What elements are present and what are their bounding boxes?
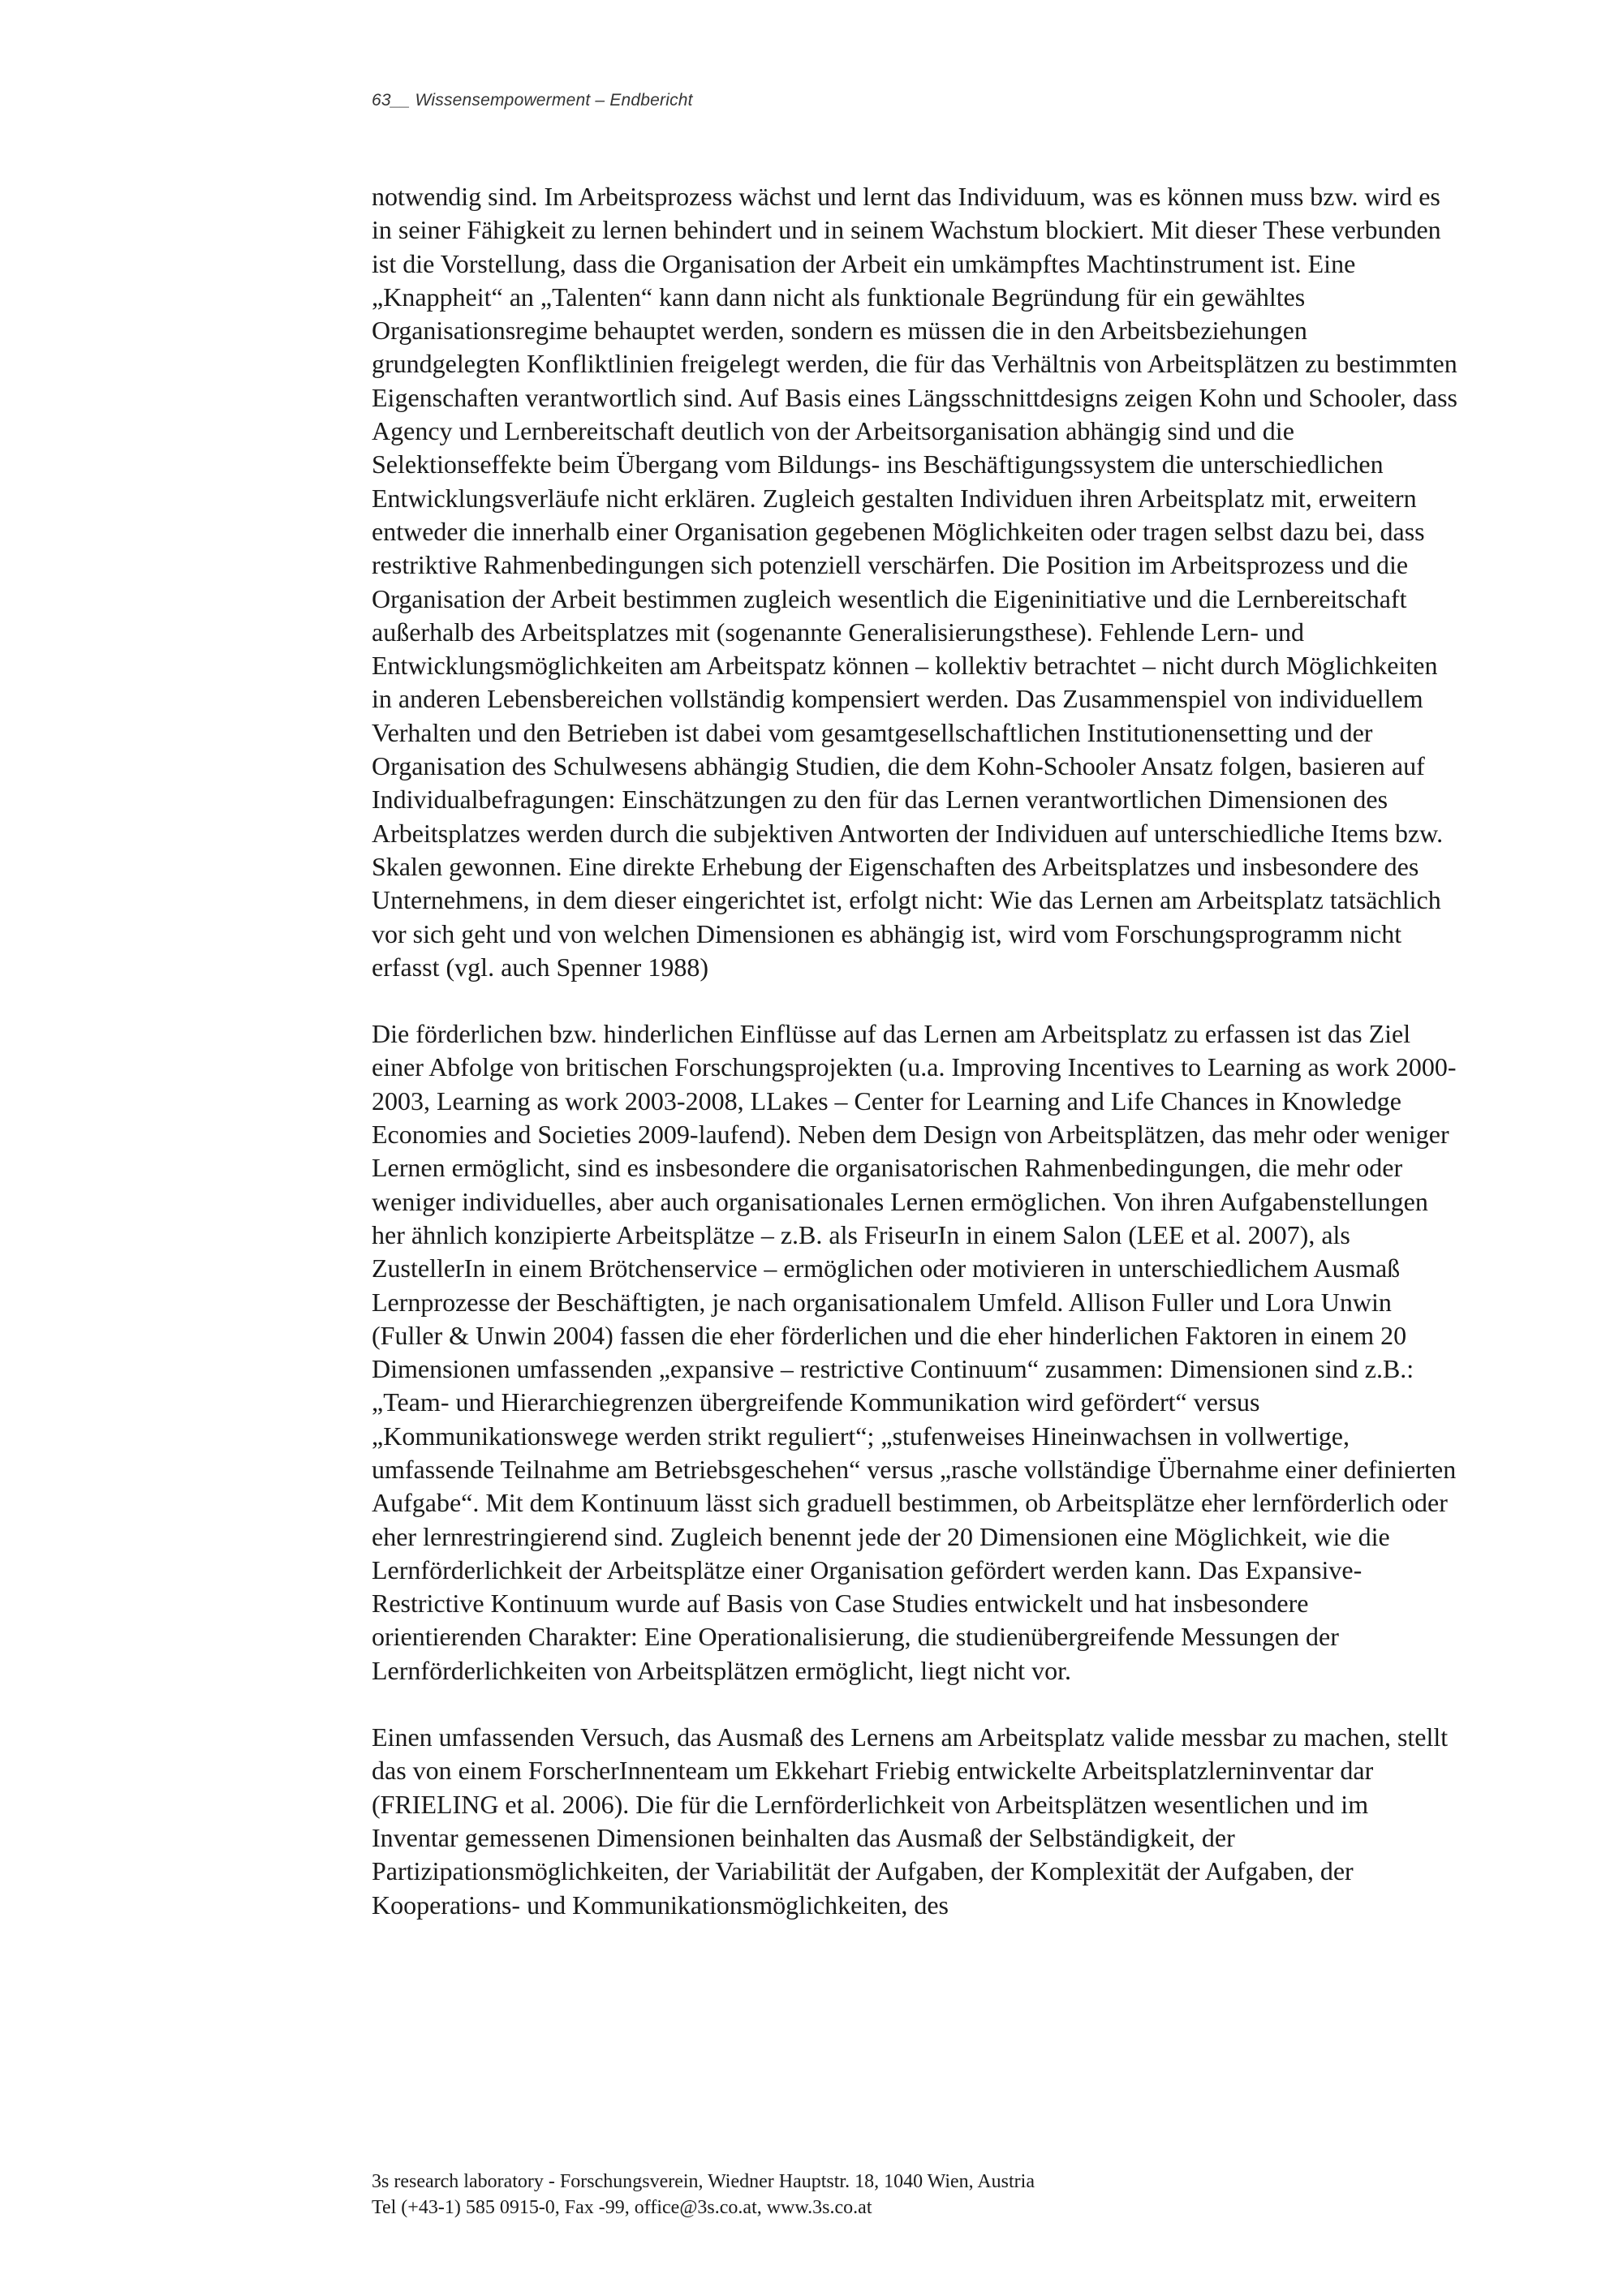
paragraph: Die förderlichen bzw. hinderlichen Einflüsse auf das Lernen am Arbeitsplatz zu erfassen ist das Ziel einer Abfolge von britischen Forschungsprojekten (u.a. Improving Incentives to Learning as work 2000-2003, Learning as work 2003-2008, LLakes – Center for Learning and Life Chances in Knowledge Economies and Societies 2009-laufend). Neben dem Design von Arbeitsplätzen, das mehr oder weniger Lernen ermöglicht, sind es insbesondere die organisatorischen Rahmenbedingungen, die mehr oder weniger individuelles, aber auch organisationales Lernen ermöglichen. Von ihren Aufgabenstellungen her ähnlich konzipierte Arbeitsplätze – z.B. als FriseurIn in einem Salon (LEE et al. 2007), als ZustellerIn in einem Brötchenservice – ermöglichen oder motivieren in unterschiedlichem Ausmaß Lernprozesse der Beschäftigten, je nach organisationalem Umfeld. Allison Fuller und Lora Unwin (Fuller & Unwin 2004) fassen die eher förderlichen und die eher hinderlichen Faktoren in einem 20 Dimensionen umfassenden „expansive – restrictive Continuum“ zusammen: Dimensionen sind z.B.: „Team- und Hierarchiegrenzen übergreifende Kommunikation wird gefördert“ versus „Kommunikationswege werden strikt reguliert“; „stufenweises Hineinwachsen in vollwertige, umfassende Teilnahme am Betriebsgeschehen“ versus „rasche vollständige Übernahme einer definierten Aufgabe“. Mit dem Kontinuum lässt sich graduell bestimmen, ob Arbeitsplätze eher lernförderlich oder eher lernrestringierend sind. Zugleich benennt jede der 20 Dimensionen eine Möglichkeit, wie die Lernförderlichkeit der Arbeitsplätze einer Organisation gefördert werden kann. Das Expansive-Restrictive Kontinuum wurde auf Basis von Case Studies entwickelt und hat insbesondere orientierenden Charakter: Eine Operationalisierung, die studienübergreifende Messungen der Lernförderlichkeiten von Arbeitsplätzen ermöglicht, liegt nicht vor.: [372, 1019, 1457, 1685]
paragraph: Einen umfassenden Versuch, das Ausmaß des Lernens am Arbeitsplatz valide messbar zu machen, stellt das von einem ForscherInnenteam um Ekkehart Friebig entwickelte Arbeitsplatzlerninventar dar (FRIELING et al. 2006). Die für die Lernförderlichkeit von Arbeitsplätzen wesentlichen und im Inventar gemessenen Dimensionen beinhalten das Ausmaß der Selbständigkeit, der Partizipationsmöglichkeiten, der Variabilität der Aufgaben, der Komplexität der Aufgaben, der Kooperations- und Kommunikationsmöglichkeiten, des: [372, 1722, 1449, 1920]
footer-contact: Tel (+43-1) 585 0915-0, Fax -99, office@3s.co.at, www.3s.co.at: [372, 2197, 872, 2218]
paragraph: notwendig sind. Im Arbeitsprozess wächst und lernt das Individuum, was es können muss bzw. wird es in seiner Fähigkeit zu lernen behindert und in seinem Wachstum blockiert. Mit dieser These verbunden ist die Vorstellung, dass die Organisation der Arbeit ein umkämpftes Machtinstrument ist. Eine „Knappheit“ an „Talenten“ kann dann nicht als funktionale Begründung für ein gewähltes Organisationsregime behauptet werden, sondern es müssen die in den Arbeitsbeziehungen grundgelegten Konfliktlinien freigelegt werden, die für das Verhältnis von Arbeitsplätzen zu bestimmten Eigenschaften verantwortlich sind. Auf Basis eines Längsschnittdesigns zeigen Kohn und Schooler, dass Agency und Lernbereitschaft deutlich von der Arbeitsorganisation abhängig sind und die Selektionseffekte beim Übergang vom Bildungs- ins Beschäftigungssystem die unterschiedlichen Entwicklungsverläufe nicht erklären. Zugleich gestalten Individuen ihren Arbeitsplatz mit, erweitern entweder die innerhalb einer Organisation gegebenen Möglichkeiten oder tragen selbst dazu bei, dass restriktive Rahmenbedingungen sich potenziell verschärfen. Die Position im Arbeitsprozess und die Organisation der Arbeit bestimmen zugleich wesentlich die Eigeninitiative und die Lernbereitschaft außerhalb des Arbeitsplatzes mit (sogenannte Generalisierungsthese). Fehlende Lern- und Entwicklungsmöglichkeiten am Arbeitspatz können – kollektiv betrachtet – nicht durch Möglichkeiten in anderen Lebensbereichen vollständig kompensiert werden. Das Zusammenspiel von individuellem Verhalten und den Betrieben ist dabei vom gesamtgesellschaftlichen Institutionensetting und der Organisation des Schulwesens abhängig Studien, die dem Kohn-Schooler Ansatz folgen, basieren auf Individualbefragungen: Einschätzungen zu den für das Lernen verantwortlichen Dimensionen des Arbeitsplatzes werden durch die subjektiven Antworten der Individuen auf unterschiedliche Items bzw. Skalen gewonnen. Eine direkte Erhebung der Eigenschaften des Arbeitsplatzes und insbesondere des Unternehmens, in dem dieser eingerichtet ist, erfolgt nicht: Wie das Lernen am Arbeitsplatz tatsächlich vor sich geht und von welchen Dimensionen es abhängig ist, wird vom Forschungsprogramm nicht erfasst (vgl. auch Spenner 1988): [372, 182, 1457, 982]
running-header: 63__ Wissensempowerment – Endbericht: [372, 91, 693, 110]
footer-address: 3s research laboratory - Forschungsverein, Wiedner Hauptstr. 18, 1040 Wien, Austria: [372, 2171, 1035, 2192]
body-text: [372, 180, 1461, 1955]
page-footer: [372, 2169, 1035, 2221]
